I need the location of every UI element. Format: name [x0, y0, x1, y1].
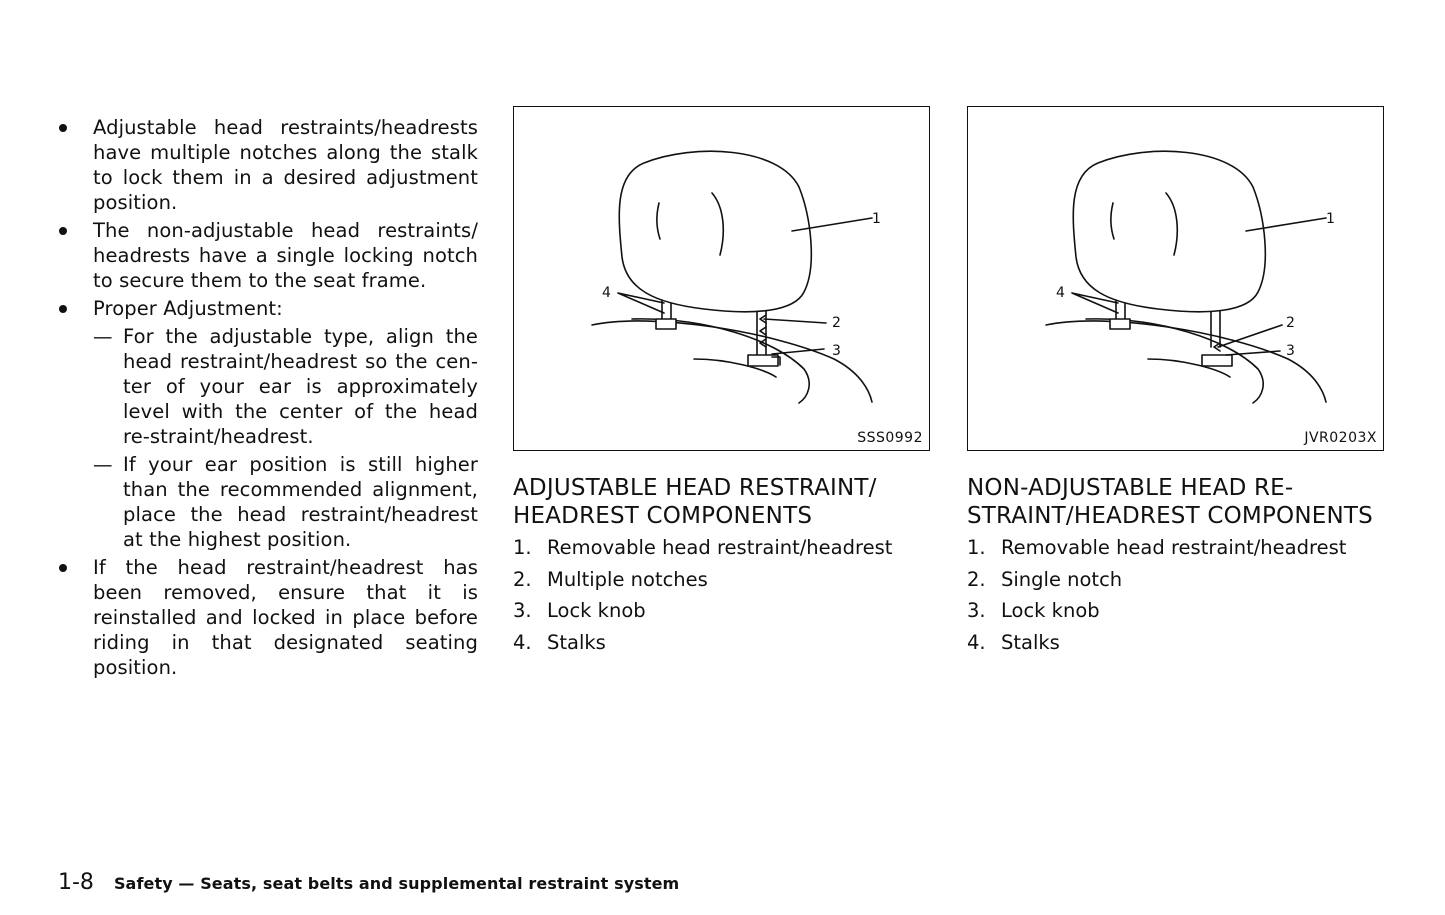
adjustable-components-list: [513, 535, 943, 662]
list-item: [967, 598, 1397, 630]
adjustable-headrest-figure: [513, 106, 930, 451]
item-number: 4.: [967, 631, 986, 655]
sub-item-text: For the adjustable type, align the head restraint/headrest so the cen-ter of your ear is approximately level with the center of the head re-straint/headrest.: [123, 325, 478, 448]
item-number: 4.: [513, 631, 532, 655]
page-footer: [58, 870, 679, 900]
non-adjustable-headrest-illustration: [968, 107, 1385, 452]
list-item: [967, 535, 1397, 567]
list-item: [513, 630, 943, 662]
callout-1: 1: [1326, 211, 1335, 227]
non-adjustable-components-list: [967, 535, 1397, 662]
item-number: 1.: [967, 536, 986, 559]
item-text: Single notch: [1001, 567, 1123, 591]
callout-4: 4: [1056, 285, 1065, 301]
callout-3: 3: [832, 343, 841, 359]
non-adjustable-headrest-figure: [967, 106, 1384, 451]
adjustable-components-heading: [513, 474, 943, 530]
adjustable-headrest-illustration: [514, 107, 931, 452]
bullet-item: [56, 296, 478, 321]
list-item: [513, 535, 943, 567]
bullet-text: The non-adjustable head restraints/ headrests have a single locking notch to secure them to the seat frame.: [93, 219, 478, 292]
bullet-text: Proper Adjustment:: [93, 297, 283, 320]
bullet-dot-icon: [59, 564, 67, 572]
heading-line: HEADREST COMPONENTS: [513, 503, 813, 529]
sub-item-text: If your ear position is still higher than the recommended alignment, place the head restraint/headrest at the highest position.: [123, 453, 478, 551]
item-text: Removable head restraint/headrest: [1001, 536, 1347, 559]
sub-item: [56, 324, 478, 449]
non-adjustable-components-heading: [967, 474, 1397, 530]
item-text: Stalks: [1001, 631, 1060, 655]
callout-2: 2: [832, 315, 841, 331]
bullet-item: [56, 555, 478, 680]
bullet-item: [56, 115, 478, 215]
callout-3: 3: [1286, 343, 1295, 359]
item-number: 3.: [967, 599, 986, 623]
bullet-text: Adjustable head restraints/headrests have multiple notches along the stalk to lock them in a desired adjustment position.: [93, 116, 478, 214]
item-text: Lock knob: [1001, 599, 1100, 623]
figure-code: SSS0992: [857, 430, 923, 446]
item-number: 3.: [513, 599, 532, 623]
list-item: [513, 567, 943, 599]
bullet-item: [56, 218, 478, 293]
list-item: [967, 630, 1397, 662]
instructions-column: [56, 115, 478, 683]
list-item: [513, 598, 943, 630]
heading-line: STRAINT/HEADREST COMPONENTS: [967, 503, 1373, 529]
item-number: 2.: [513, 567, 532, 591]
heading-line: ADJUSTABLE HEAD RESTRAINT/: [513, 475, 877, 501]
item-text: Multiple notches: [547, 567, 708, 591]
item-text: Lock knob: [547, 599, 646, 623]
callout-1: 1: [872, 211, 881, 227]
section-title: Safety — Seats, seat belts and supplemental restraint system: [113, 874, 680, 893]
item-number: 1.: [513, 536, 532, 559]
figure-code: JVR0203X: [1304, 430, 1377, 446]
callout-4: 4: [602, 285, 611, 301]
item-text: Removable head restraint/headrest: [547, 536, 893, 559]
item-text: Stalks: [547, 631, 606, 655]
sub-item: [56, 452, 478, 552]
dash-mark: —: [93, 325, 113, 348]
bullet-dot-icon: [59, 305, 67, 313]
bullet-dot-icon: [59, 124, 67, 132]
callout-2: 2: [1286, 315, 1295, 331]
list-item: [967, 567, 1397, 599]
bullet-dot-icon: [59, 227, 67, 235]
bullet-text: If the head restraint/headrest has been removed, ensure that it is reinstalled and locked in place before riding in that designated seating position.: [93, 556, 478, 679]
dash-mark: —: [93, 453, 113, 476]
heading-line: NON-ADJUSTABLE HEAD RE-: [967, 475, 1294, 501]
page-number: 1-8: [58, 870, 94, 895]
item-number: 2.: [967, 567, 986, 591]
